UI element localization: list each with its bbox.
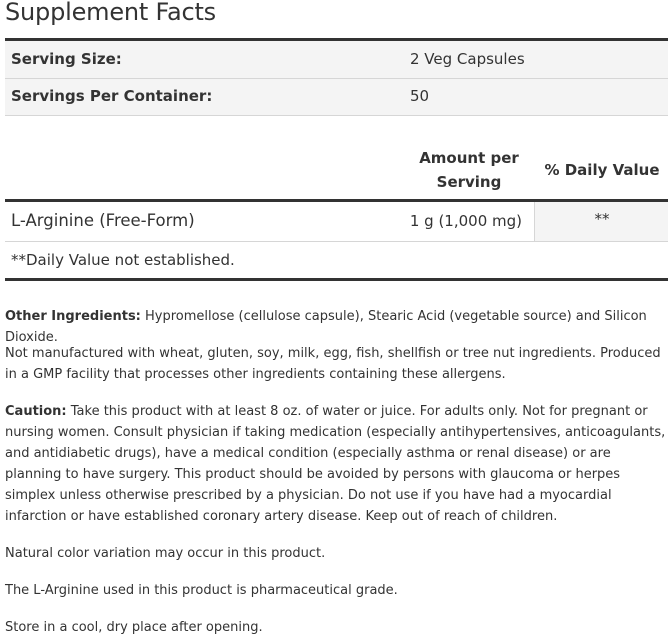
- color-variation-paragraph: Natural color variation may occur in this product.: [5, 546, 326, 561]
- other-ingredients-paragraph: [5, 306, 670, 348]
- amount-header-line1: Amount per: [419, 149, 519, 167]
- ingredient-daily-value: **: [594, 210, 610, 228]
- caution-text: Take this product with at least 8 oz. of water or juice. For adults only. Not for pregnant or nursing women. Consult physician if taking medication (especially antihypertensives, anticoagulants, and antidiabetic drugs), have a medical condition (especially asthma or renal disease) or are planning to have surgery. This product should be avoided by persons with glaucoma or herpes simplex unless otherwise prescribed by a physician. Do not use if you have had a myocardial infarction or have established coronary artery disease. Keep out of reach of children.: [5, 404, 666, 524]
- daily-value-footnote: **Daily Value not established.: [11, 251, 235, 269]
- serving-section-bottom-rule: [5, 115, 668, 116]
- allergen-paragraph: Not manufactured with wheat, gluten, soy, milk, egg, fish, shellfish or tree nut ingredients. Produced in a GMP facility that processes other ingredients containing these allergens.: [5, 346, 661, 382]
- serving-size-value: 2 Veg Capsules: [410, 50, 525, 68]
- amount-header-line2: Serving: [436, 173, 502, 191]
- daily-value-header: % Daily Value: [544, 161, 660, 179]
- servings-per-container-label: Servings Per Container:: [11, 87, 213, 105]
- ingredient-cell-divider: [534, 202, 535, 241]
- caution-label: Caution:: [5, 404, 67, 419]
- amount-per-serving-header: [408, 146, 530, 194]
- page-title: Supplement Facts: [5, 0, 216, 26]
- caution-paragraph: [5, 401, 670, 527]
- other-ingredients-text: Hypromellose (cellulose capsule), Stearic Acid (vegetable source) and Silicon Dioxide.: [5, 309, 647, 345]
- servings-per-container-value: 50: [410, 87, 430, 105]
- pharmaceutical-grade-paragraph: The L-Arginine used in this product is pharmaceutical grade.: [5, 583, 398, 598]
- ingredient-row-rule: [5, 241, 668, 242]
- storage-paragraph: Store in a cool, dry place after opening.: [5, 620, 263, 635]
- ingredient-amount: 1 g (1,000 mg): [409, 212, 522, 230]
- ingredient-name: L-Arginine (Free-Form): [11, 211, 195, 230]
- other-ingredients-label: Other Ingredients:: [5, 309, 141, 324]
- serving-size-label: Serving Size:: [11, 50, 122, 68]
- bottom-rule: [5, 278, 668, 281]
